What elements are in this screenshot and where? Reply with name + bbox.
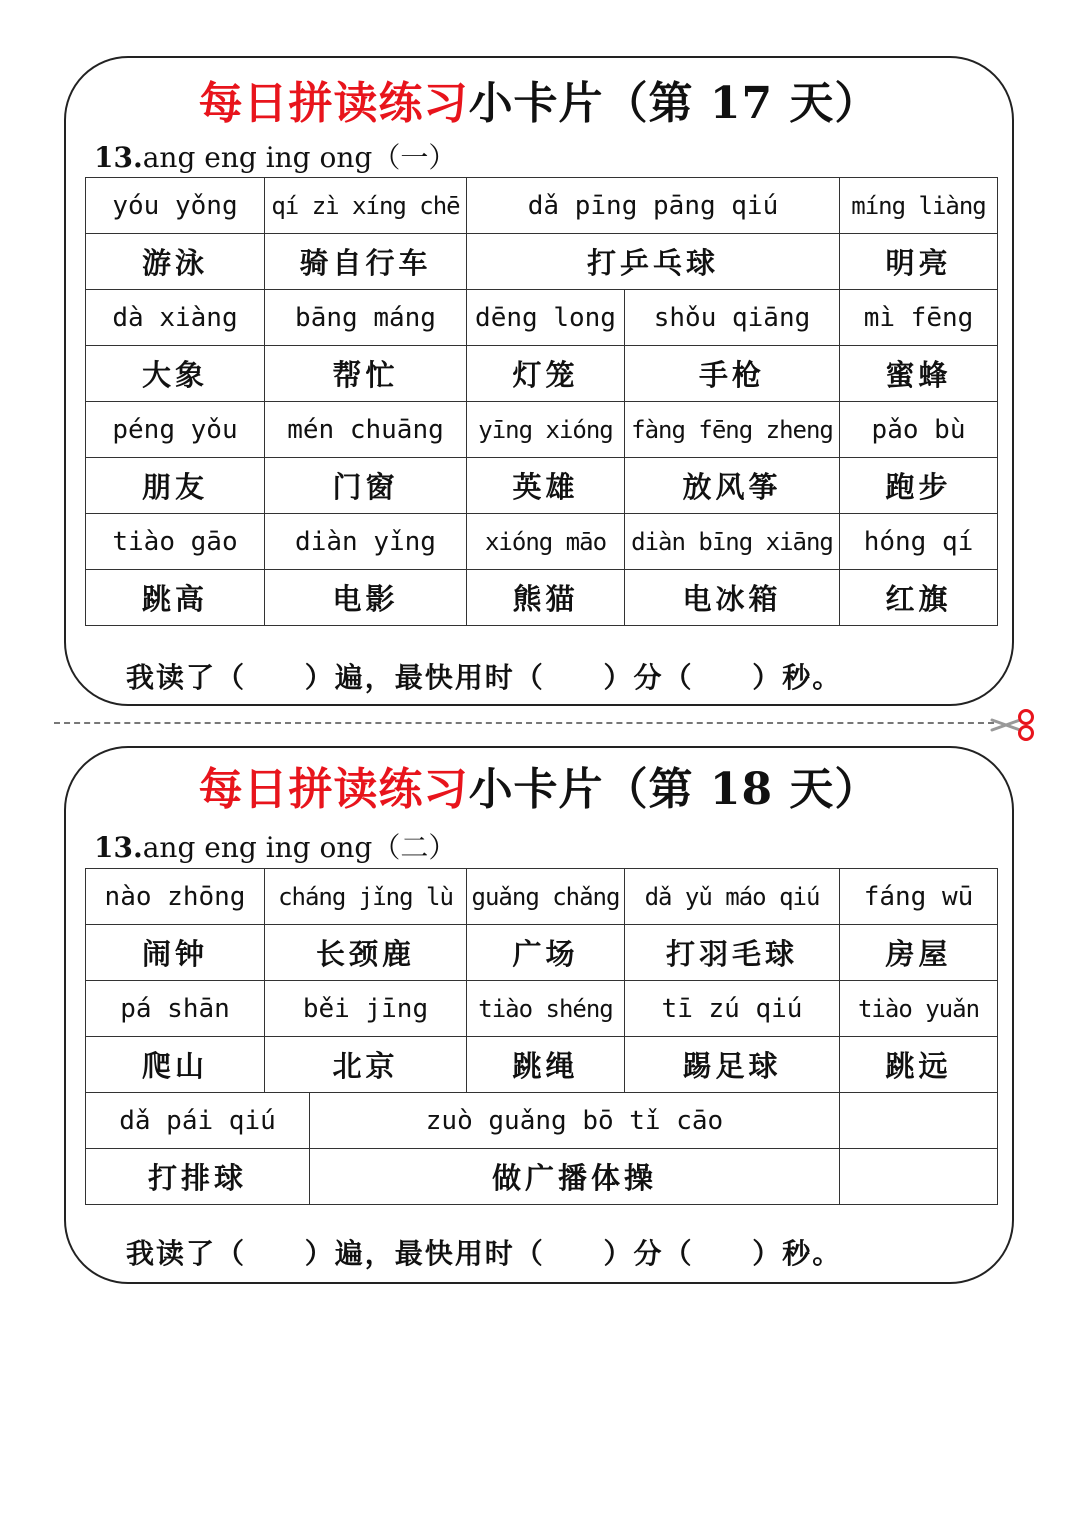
lesson-number: 13.: [94, 831, 143, 864]
pinyin-cell: pǎo bù: [840, 402, 998, 458]
hanzi-cell: 手枪: [625, 346, 840, 402]
table-row: [86, 346, 998, 402]
table-row: [86, 570, 998, 626]
hanzi-cell: 闹钟: [86, 925, 265, 981]
pinyin-cell: pá shān: [86, 981, 265, 1037]
hanzi-cell: 骑自行车: [265, 234, 467, 290]
empty-cell: [840, 1149, 998, 1205]
title-red: 每日拼读练习: [198, 764, 469, 815]
pinyin-cell: fàng fēng zheng: [625, 402, 840, 458]
pinyin-cell: cháng jǐng lù: [265, 869, 467, 925]
hanzi-cell: 广场: [467, 925, 625, 981]
practice-card-day-18: [64, 746, 1014, 1284]
pinyin-cell: dǎ yǔ máo qiú: [625, 869, 840, 925]
hanzi-cell: 门窗: [265, 458, 467, 514]
hanzi-cell: 北京: [265, 1037, 467, 1093]
title-red: 每日拼读练习: [198, 78, 469, 129]
hanzi-cell: 房屋: [840, 925, 998, 981]
hanzi-cell: 明亮: [840, 234, 998, 290]
pinyin-cell: zuò guǎng bō tǐ cāo: [310, 1093, 840, 1149]
hanzi-cell: 帮忙: [265, 346, 467, 402]
pinyin-cell: mì fēng: [840, 290, 998, 346]
hanzi-cell: 蜜蜂: [840, 346, 998, 402]
lesson-subtitle: [94, 830, 456, 866]
pinyin-cell: hóng qí: [840, 514, 998, 570]
lesson-sounds: ang eng ing ong（一）: [142, 141, 457, 174]
hanzi-cell: 做广播体操: [310, 1149, 840, 1205]
pinyin-cell: tiào shéng: [467, 981, 625, 1037]
lesson-number: 13.: [94, 141, 143, 174]
hanzi-cell: 打羽毛球: [625, 925, 840, 981]
title-day: （第 17 天）: [603, 78, 880, 129]
hanzi-cell: 灯笼: [467, 346, 625, 402]
hanzi-cell: 长颈鹿: [265, 925, 467, 981]
hanzi-cell: 电冰箱: [625, 570, 840, 626]
pinyin-cell: yīng xióng: [467, 402, 625, 458]
practice-card-day-17: [64, 56, 1014, 706]
hanzi-cell: 电影: [265, 570, 467, 626]
hanzi-cell: 打排球: [86, 1149, 310, 1205]
pinyin-cell: dà xiàng: [86, 290, 265, 346]
lesson-sounds: ang eng ing ong（二）: [142, 831, 457, 864]
pinyin-cell: dǎ pái qiú: [86, 1093, 310, 1149]
card-title: [66, 76, 1012, 132]
table-row: [86, 1037, 998, 1093]
pinyin-cell: fáng wū: [840, 869, 998, 925]
table-row: [86, 1093, 998, 1149]
pinyin-cell: bāng máng: [265, 290, 467, 346]
pinyin-cell: xióng māo: [467, 514, 625, 570]
hanzi-cell: 跳绳: [467, 1037, 625, 1093]
pinyin-cell: diàn yǐng: [265, 514, 467, 570]
lesson-subtitle: [94, 140, 456, 176]
pinyin-cell: qí zì xíng chē: [265, 178, 467, 234]
hanzi-cell: 熊猫: [467, 570, 625, 626]
hanzi-cell: 打乒乓球: [467, 234, 840, 290]
pinyin-cell: péng yǒu: [86, 402, 265, 458]
table-row: [86, 178, 998, 234]
pinyin-cell: guǎng chǎng: [467, 869, 625, 925]
pinyin-cell: dǎ pīng pāng qiú: [467, 178, 840, 234]
pinyin-cell: mén chuāng: [265, 402, 467, 458]
pinyin-cell: tiào gāo: [86, 514, 265, 570]
table-row: [86, 458, 998, 514]
table-row: [86, 869, 998, 925]
hanzi-cell: 放风筝: [625, 458, 840, 514]
table-row: [86, 981, 998, 1037]
title-black: 小卡片: [468, 764, 604, 815]
hanzi-cell: 英雄: [467, 458, 625, 514]
empty-cell: [840, 1093, 998, 1149]
table-row: [86, 234, 998, 290]
pinyin-cell: dēng long: [467, 290, 625, 346]
pinyin-cell: diàn bīng xiāng: [625, 514, 840, 570]
hanzi-cell: 跳远: [840, 1037, 998, 1093]
table-row: [86, 514, 998, 570]
hanzi-cell: 跑步: [840, 458, 998, 514]
scissors-icon: [990, 708, 1038, 742]
pinyin-cell: tī zú qiú: [625, 981, 840, 1037]
word-table: [85, 868, 998, 1205]
hanzi-cell: 朋友: [86, 458, 265, 514]
pinyin-cell: míng liàng: [840, 178, 998, 234]
pinyin-cell: běi jīng: [265, 981, 467, 1037]
hanzi-cell: 大象: [86, 346, 265, 402]
word-table: [85, 177, 998, 626]
pinyin-cell: tiào yuǎn: [840, 981, 998, 1037]
pinyin-cell: yóu yǒng: [86, 178, 265, 234]
reading-record-line: 我读了（ ）遍，最快用时（ ）分（ ）秒。: [126, 661, 843, 694]
hanzi-cell: 爬山: [86, 1037, 265, 1093]
title-black: 小卡片: [468, 78, 604, 129]
pinyin-cell: nào zhōng: [86, 869, 265, 925]
cut-line: [54, 722, 994, 724]
card-title: [66, 762, 1012, 818]
hanzi-cell: 踢足球: [625, 1037, 840, 1093]
reading-record-line: 我读了（ ）遍，最快用时（ ）分（ ）秒。: [126, 1237, 843, 1270]
table-row: [86, 402, 998, 458]
hanzi-cell: 跳高: [86, 570, 265, 626]
table-row: [86, 290, 998, 346]
pinyin-cell: shǒu qiāng: [625, 290, 840, 346]
hanzi-cell: 红旗: [840, 570, 998, 626]
title-day: （第 18 天）: [603, 764, 880, 815]
table-row: [86, 1149, 998, 1205]
table-row: [86, 925, 998, 981]
hanzi-cell: 游泳: [86, 234, 265, 290]
